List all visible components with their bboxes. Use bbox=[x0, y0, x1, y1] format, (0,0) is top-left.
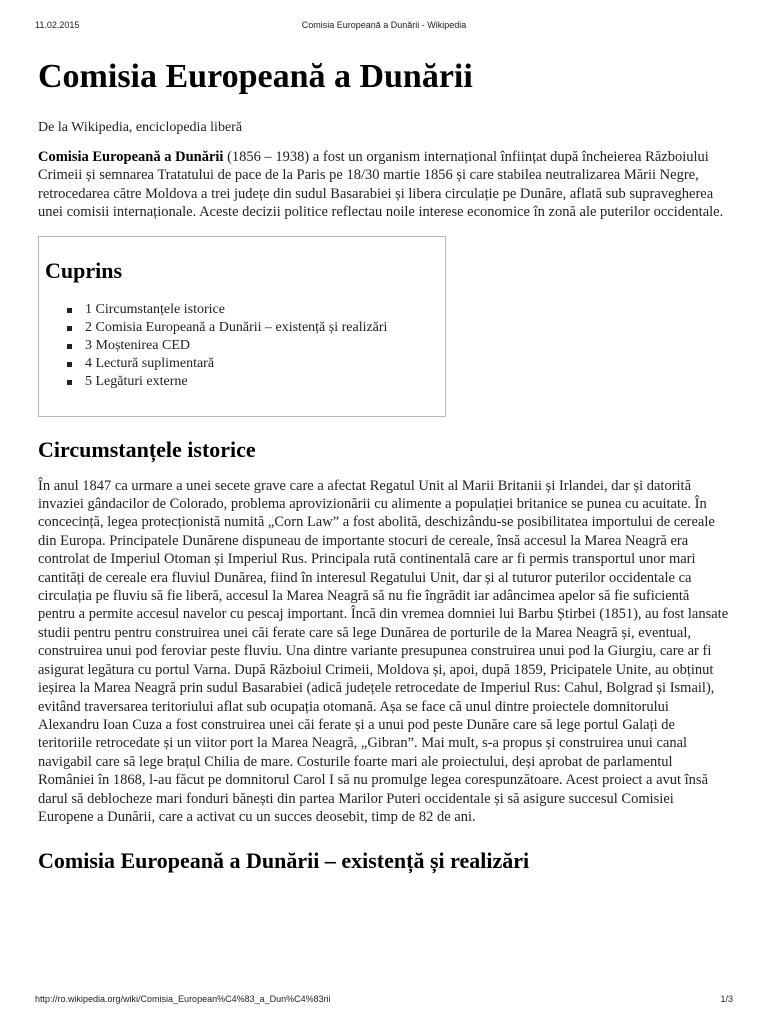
article-content bbox=[38, 48, 730, 876]
intro-bold-term: Comisia Europeană a Dunării bbox=[38, 149, 224, 165]
toc-list bbox=[45, 301, 445, 391]
page-title: Comisia Europeană a Dunării bbox=[38, 58, 473, 95]
toc-item[interactable]: 4 Lectură suplimentară bbox=[45, 355, 445, 373]
toc-item[interactable]: 3 Moștenirea CED bbox=[45, 337, 445, 355]
toc-heading: Cuprins bbox=[45, 257, 123, 283]
toc-item[interactable]: 1 Circumstanțele istorice bbox=[45, 301, 445, 319]
toc-item[interactable]: 5 Legături externe bbox=[45, 373, 445, 391]
section-heading-circumstante: Circumstanțele istorice bbox=[38, 436, 256, 462]
print-page-number: 1/3 bbox=[720, 994, 733, 1004]
page-subtitle: De la Wikipedia, enciclopedia liberă bbox=[38, 120, 243, 135]
section-heading-existenta: Comisia Europeană a Dunării – existență și realizări bbox=[38, 848, 530, 874]
print-header bbox=[0, 20, 768, 32]
print-footer bbox=[0, 994, 768, 1006]
section-circumstante-body: În anul 1847 ca urmare a unei secete grave care a afectat Regatul Unit al Marii Britanii și Irlandei, dar și datorită invaziei gândacilor de Colorado, problema aprovizionării cu alimente a populației britanice se punea cu acuitate. În concecință, legea protecționistă numită „Corn Law” a fost abolită, deschizându-se posibilitatea importului de cereale din Europa. Principatele Dunărene dispuneau de importante stocuri de cereale, însă accesul la Marea Neagră era controlat de Imperiul Otoman și Imperiul Rus. Principala rută continentală care ar fi permis transportul unor mari cantități de cereale era fluviul Dunărea, fiind în interesul Regatului Unit, dar și al tuturor puterilor occidentale ca circulația pe fluviu să fie liberă, accesul la Marea Neagră să nu fie îngrădit iar adâncimea apelor să fie suficientă pentru a permite accesul navelor cu pescaj important. Încă din vremea domniei lui Barbu Știrbei (1851), au fost lansate studii pentru pentru construirea unei căi ferate care să lege Dunărea de porturile de la Marea Neagră și, eventual, construirea unui pod feroviar peste fluviu. Una dintre variante presupunea construirea unui pod la Giurgiu, care ar fi asigurat legătura cu portul Varna. După Războiul Crimeii, Moldova și, apoi, după 1859, Pricipatele Unite, au obținut ieșirea la Marea Neagră prin sudul Basarabiei (adică județele retrocedate de Imperiul Rus: Cahul, Bolgrad și Ismail), evitând traversarea teritoriului aflat sub ocupația otomană. Așa se face că unul dintre proiectele domnitorului Alexandru Ioan Cuza a fost construirea unei căi ferate și a unui pod peste Dunăre care să lege portul Galați de teritoriile retrocedate și un viitor port la Marea Neagră, „Gibran”. Mai mult, s-a propus și construirea unui canal navigabil care să lege brațul Chilia de mare. Costurile foarte mari ale proiectului, deși aprobat de parlamentul României în 1868, l-au făcut pe domnitorul Carol I să nu promulge legea corespunzătoare. Acest proiect a avut însă darul să deblocheze mari fonduri bănești din partea Marilor Puteri occidentale și să asigure succesul Comisiei Europene a Dunării, care a activat cu un succes deosebit, timp de 82 de ani. bbox=[38, 477, 729, 825]
intro-text: (1856 – 1938) a fost un organism internațional înființat după încheierea Războiului Crimeii și semnarea Tratatului de pace de la Paris pe 18/30 martie 1856 și care stabilea neutralizarea Mării Negre, retrocedarea către Moldova a trei județe din sudul Basarabiei și libera circulație pe Dunăre, aflată sub supravegherea unei comisii internaționale. Aceste decizii politice reflectau noile interese economice în zonă ale puterilor occidentale. bbox=[38, 149, 724, 221]
intro-paragraph bbox=[38, 148, 730, 222]
toc-item[interactable]: 2 Comisia Europeană a Dunării – existență și realizări bbox=[45, 319, 445, 337]
print-date: 11.02.2015 bbox=[35, 20, 80, 30]
table-of-contents bbox=[38, 236, 446, 417]
print-url: http://ro.wikipedia.org/wiki/Comisia_European%C4%83_a_Dun%C4%83rii bbox=[35, 994, 331, 1004]
print-page-title: Comisia Europeană a Dunării - Wikipedia bbox=[301, 20, 467, 30]
